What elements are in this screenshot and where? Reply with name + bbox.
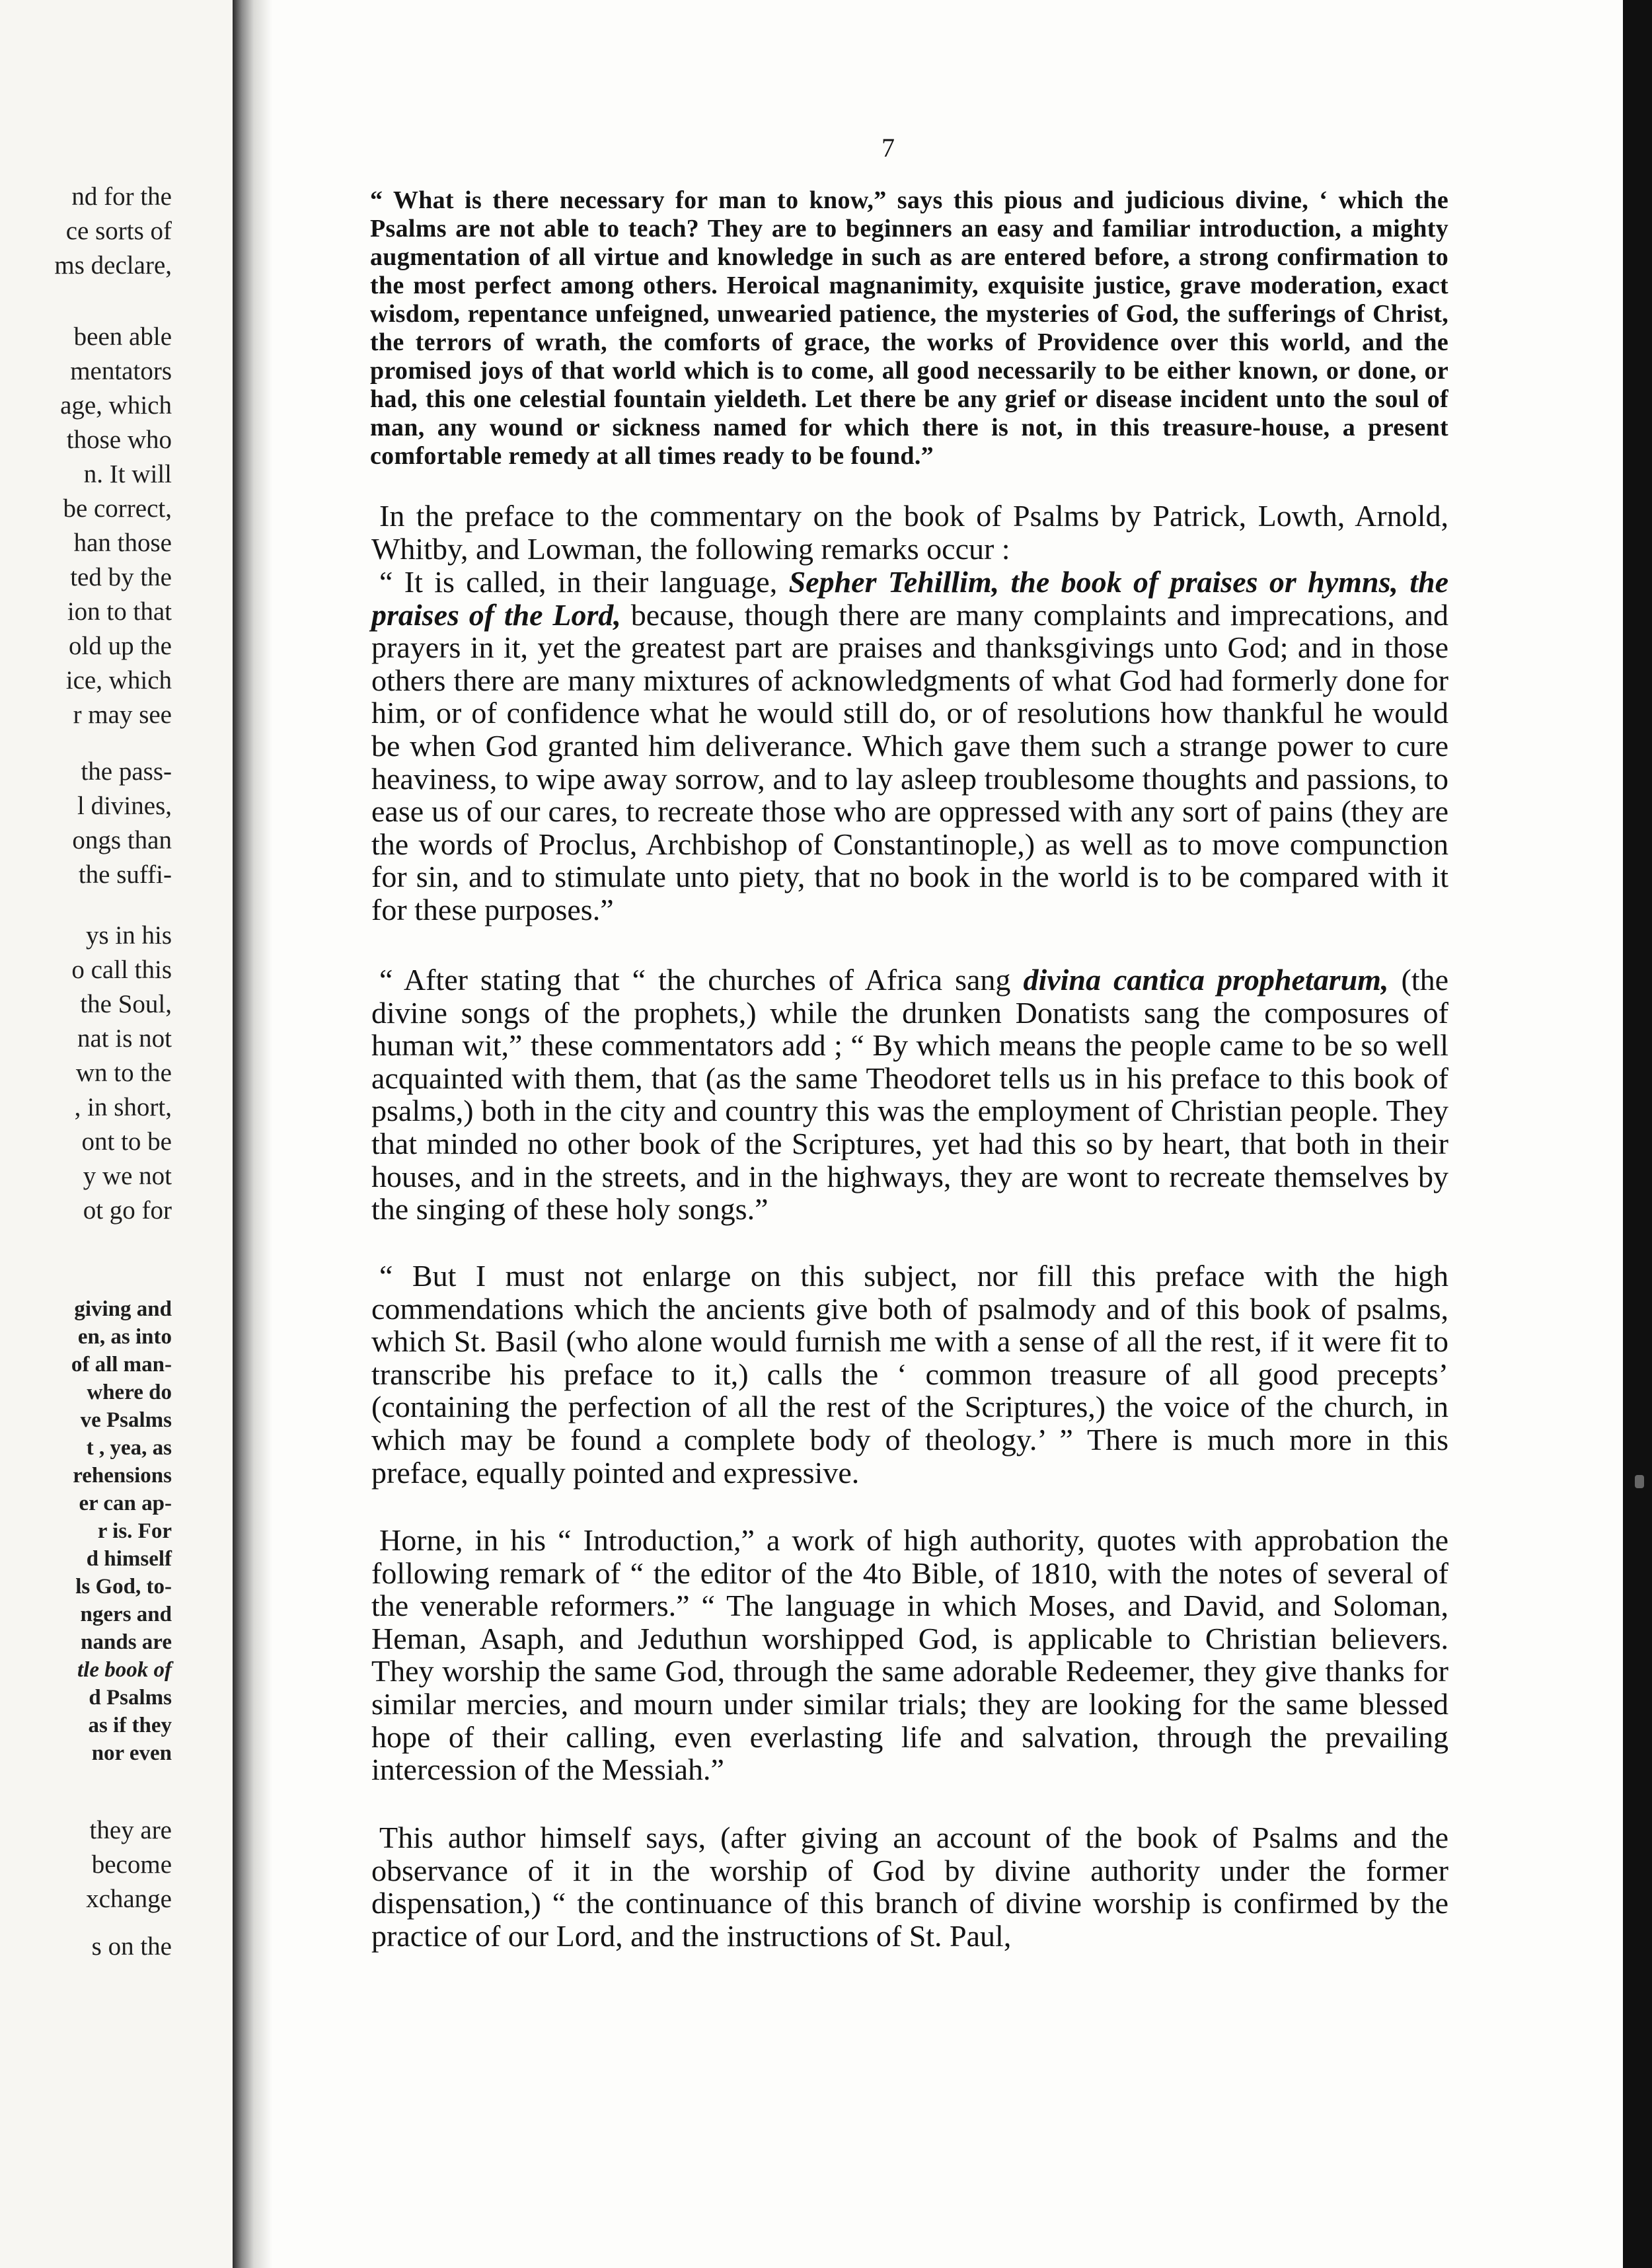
paragraph-preface: In the preface to the commentary on the book of Psalms by Patrick, Lowth, Arnold, Whitby, and Lowman, the following remarks occur : (371, 499, 1448, 566)
facing-page-lines-5: giving and en, as into of all man- where do ve Psalms t , yea, as rehensions er can ap- r is. For d himself ls God, to- ngers and nands are tle book of d Psalms as if they nor even (71, 1297, 172, 1765)
facing-page-lines-2: been able mentators age, which those who n. It will be correct, han those ted by the ion to that old up the ice, which r may see (60, 322, 172, 729)
paragraph-author-himself: This author himself says, (after giving an account of the book of Psalms and the observance of it in the worship of God by divine authority under the former dispensation,) “ the continuance of this branch of divine worship is confirmed by the practice of our Lord, and the instructions of St. Paul, (371, 1821, 1448, 1953)
facing-page-lines-7: s on the (91, 1932, 172, 1961)
paragraph-psalmody: “ But I must not enlarge on this subject, nor fill this preface with the high commendations which the ancients give both of psalmody and of this book of psalms, which St. Basil (who alone would furnish me with a sense of all the rest, if it were fit to transcribe his preface to it,) calls the ‘ common treasure of all good precepts’ (containing the perfection of all the rest of the Scriptures,) the voice of the church, in which may be found a complete body of theology.’ ” There is much more in this preface, equally pointed and expressive. (371, 1259, 1448, 1490)
paragraph-horne: Horne, in his “ Introduction,” a work of high authority, quotes with approbation the following remark of “ the editor of the 4to Bible, of 1810, with the notes of several of the venerable reformers.” “ The language in which Moses, and David, and Soloman, Heman, Asaph, and Jeduthun worshipped God, is applicable to Christian believers. They worship the same God, through the same adorable Redeemer, they give thanks for similar mercies, and mourn under similar trials; they are looking for the same blessed hope of their calling, even everlasting life and salvation, through the prevailing intercession of the Messiah.” (371, 1523, 1448, 1787)
paragraph-sepher-tehillim: “ It is called, in their language, Sepher Tehillim, the book of praises or hymns, the praises of the Lord, because, though there are many complaints and imprecations, and prayers in it, yet the greatest part are praises and thanksgivings unto God; and in those others there are many mixtures of acknowledgments of what God had formerly done for him, or of confidence what he would still do, or of resolutions how thankful he would be when God granted him deliverance. Which gave them such a strange power to cure heaviness, to wipe away sorrow, and to lay asleep troublesome thoughts and passions, to ease us of our cares, to recreate those who are oppressed with any sort of pains (they are the words of Proclus, Archbishop of Constantinople,) as well as to move compunction for sin, and to stimulate unto piety, that no book in the world is to be compared with it for these purposes.” (371, 565, 1449, 926)
paragraph-churches-of-africa: “ After stating that “ the churches of Africa sang divina cantica prophetarum, (the divine songs of the prophets,) while the drunken Donatists sang the composures of human wit,” these commentators add ; “ By which means the people came to be so well acquainted with them, that (as the same Theodoret tells us in his preface to this book of psalms,) both in the city and country this was the employment of Christian people. They that minded no other book of the Scriptures, yet had this so by heart, that both in their houses, and in the streets, and in the highways, they are wont to recreate themselves by the singing of these holy songs.” (371, 963, 1449, 1227)
scan-border (1623, 0, 1652, 2268)
facing-page-lines-6: they are become xchange (86, 1816, 172, 1913)
scan-speck (1635, 1475, 1644, 1488)
block-quote: “ What is there necessary for man to know,” says this pious and judicious divine, ‘ which the Psalms are not able to teach? They are to beginners an easy and familiar introduction, a mighty augmentation of all virtue and knowledge in such as are entered before, a strong confirmation to the most perfect among others. Heroical magnanimity, exquisite justice, grave moderation, exact wisdom, repentance unfeigned, unwearied patience, the mysteries of God, the sufferings of Christ, the terrors of wrath, the comforts of grace, the works of Providence over this world, and the promised joys of that world which is to come, all good necessarily to be either known, or done, or had, this one celestial fountain yieldeth. Let there be any grief or disease incident unto the soul of man, any wound or sickness named for which there is not, in this treasure-house, a present comfortable remedy at all times ready to be found.” (370, 186, 1448, 470)
facing-page-lines-1: nd for the ce sorts of ms declare, (54, 182, 172, 280)
facing-page-lines-4: ys in his o call this the Soul, nat is not wn to the , in short, ont to be y we not ot go for (71, 921, 172, 1225)
page-number: 7 (882, 133, 895, 163)
book-gutter (233, 0, 272, 2268)
facing-page-fragment (0, 0, 233, 2268)
facing-page-lines-3: the pass- l divines, ongs than the suffi- (72, 757, 172, 889)
